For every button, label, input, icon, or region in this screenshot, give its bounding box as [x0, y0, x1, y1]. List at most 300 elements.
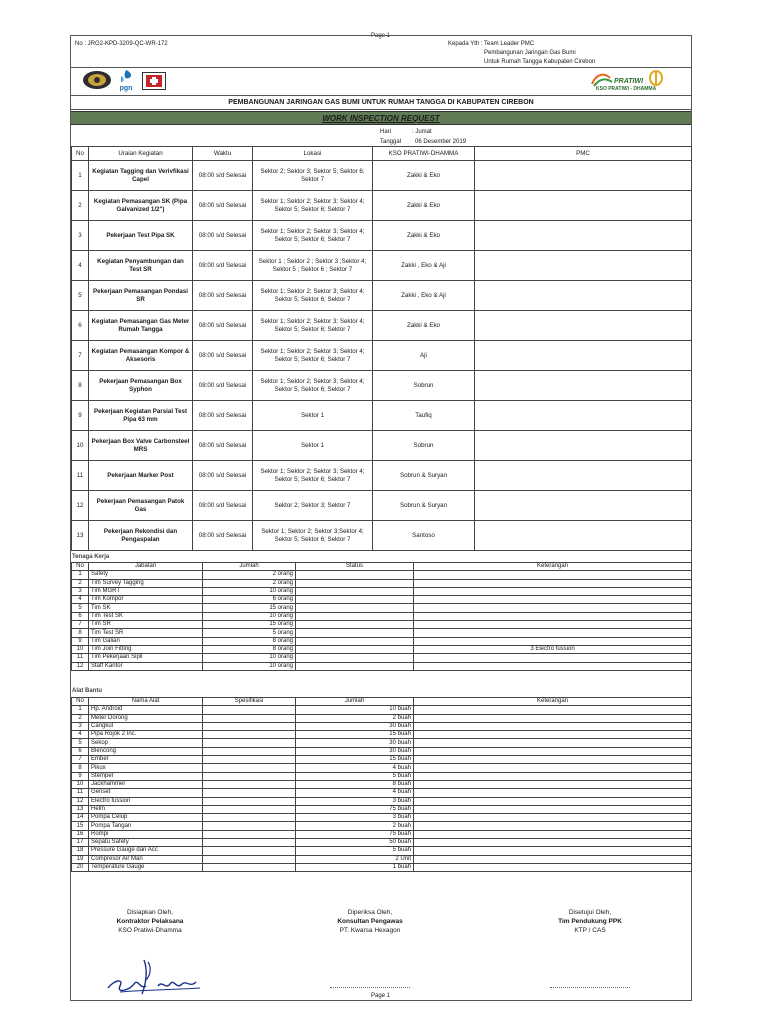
activity-no: 1	[72, 161, 89, 191]
wf-qty: 2 orang	[203, 571, 296, 579]
activity-no: 13	[72, 521, 89, 551]
tool-no: 10	[72, 780, 89, 788]
wf-note	[414, 662, 692, 670]
wf-role: Tim SK	[89, 604, 203, 612]
wf-no: 9	[72, 637, 89, 645]
tool-row	[72, 789, 692, 797]
sig-line-approver	[550, 987, 630, 988]
tool-note	[414, 847, 692, 855]
activity-location: Sektor 1; Sektor 2; Sektor 3; Sektor 4; Sektor 5; Sektor 6; Sektor 7	[253, 311, 373, 341]
tool-row	[72, 747, 692, 755]
signature-checker	[305, 908, 435, 935]
activity-pmc	[475, 191, 692, 221]
wf-note	[414, 579, 692, 587]
tool-no: 8	[72, 764, 89, 772]
tool-no: 12	[72, 797, 89, 805]
tool-qty: 3 buah	[296, 797, 414, 805]
handwritten-signature	[100, 950, 210, 1000]
wf-col-no: No	[72, 563, 89, 571]
wf-no: 7	[72, 621, 89, 629]
tool-no: 1	[72, 706, 89, 714]
tool-qty: 2 buah	[296, 822, 414, 830]
tool-no: 5	[72, 739, 89, 747]
activity-row	[72, 491, 692, 521]
tool-qty: 75 buah	[296, 830, 414, 838]
activity-task: Pekerjaan Marker Post	[89, 461, 193, 491]
tool-no: 19	[72, 855, 89, 863]
tool-no: 17	[72, 839, 89, 847]
tool-spec	[203, 863, 296, 871]
wf-no: 4	[72, 596, 89, 604]
activity-kso: Zakki & Eko	[373, 221, 475, 251]
activity-no: 12	[72, 491, 89, 521]
tool-row	[72, 772, 692, 780]
pgn-logo	[115, 68, 137, 92]
wf-status	[296, 604, 414, 612]
activity-kso: Zakki & Eko	[373, 311, 475, 341]
activity-pmc	[475, 431, 692, 461]
tool-spec	[203, 839, 296, 847]
tool-row	[72, 839, 692, 847]
activity-kso: Taufiq	[373, 401, 475, 431]
wf-status	[296, 621, 414, 629]
wf-status	[296, 579, 414, 587]
tool-no: 9	[72, 772, 89, 780]
workforce-header-row	[72, 563, 692, 571]
wf-qty: 10 orang	[203, 654, 296, 662]
tool-no: 16	[72, 830, 89, 838]
activity-kso: Santoso	[373, 521, 475, 551]
tool-no: 4	[72, 731, 89, 739]
wf-qty: 10 orang	[203, 587, 296, 595]
tool-spec	[203, 714, 296, 722]
wf-note	[414, 612, 692, 620]
activity-row	[72, 371, 692, 401]
tool-row	[72, 714, 692, 722]
tool-name: Genset	[89, 789, 203, 797]
tool-spec	[203, 780, 296, 788]
wf-no: 5	[72, 604, 89, 612]
activity-row	[72, 161, 692, 191]
header-divider	[71, 67, 691, 68]
tool-note	[414, 756, 692, 764]
activity-location: Sektor 1	[253, 401, 373, 431]
wf-note	[414, 571, 692, 579]
col-no: No	[72, 147, 89, 161]
tool-name: Jackhammer	[89, 780, 203, 788]
activity-location: Sektor 1 ; Sektor 2 ; Sektor 3 ;Sektor 4; Sektor 5 ; Sektor 6 ; Sektor 7	[253, 251, 373, 281]
wf-status	[296, 629, 414, 637]
tool-note	[414, 739, 692, 747]
activity-pmc	[475, 161, 692, 191]
tool-note	[414, 772, 692, 780]
date-value: 06 Desember 2019	[415, 139, 467, 145]
tool-row	[72, 731, 692, 739]
sig-approver-line1: Disetujui Oleh,	[568, 909, 612, 916]
tool-name: Pompa Celup	[89, 814, 203, 822]
tool-row	[72, 706, 692, 714]
signature-preparer	[85, 908, 215, 935]
tool-note	[414, 839, 692, 847]
wf-no: 12	[72, 662, 89, 670]
col-task: Uraian Kegiatan	[89, 147, 193, 161]
recipient-label: Kepada Yth :	[448, 41, 483, 47]
activity-kso: Sobrun	[373, 431, 475, 461]
tool-qty: 2 buah	[296, 714, 414, 722]
activity-task: Pekerjaan Pemasangan Patok Gas	[89, 491, 193, 521]
tool-row	[72, 797, 692, 805]
tl-col-qty: Jumlah	[296, 698, 414, 706]
wf-status	[296, 596, 414, 604]
wf-role: Tim Galian	[89, 637, 203, 645]
sig-preparer-line2: Kontraktor Pelaksana	[116, 918, 184, 925]
sig-line-checker	[330, 987, 410, 988]
tool-note	[414, 747, 692, 755]
tool-no: 15	[72, 822, 89, 830]
tool-qty: 50 buah	[296, 839, 414, 847]
activity-time: 08:00 s/d Selesai	[193, 521, 253, 551]
activity-task: Pekerjaan Box Valve Carbonsteel MRS	[89, 431, 193, 461]
tool-row	[72, 756, 692, 764]
tool-name: Cangkul	[89, 722, 203, 730]
recipient-line-2: Pembangunan Jaringan Gas Bumi	[484, 50, 576, 56]
tool-name: Pressure Gauge dan Acc	[89, 847, 203, 855]
tool-spec	[203, 855, 296, 863]
wf-role: Tim Test SR	[89, 629, 203, 637]
tool-spec	[203, 722, 296, 730]
workforce-row	[72, 654, 692, 662]
activity-location: Sektor 2; Sektor 3; Sektor 7	[253, 491, 373, 521]
activity-kso: Zakki & Eko	[373, 161, 475, 191]
wf-no: 6	[72, 612, 89, 620]
activity-task: Kegiatan Pemasangan SK (Pipa Galvanized 1/2")	[89, 191, 193, 221]
activity-time: 08:00 s/d Selesai	[193, 281, 253, 311]
tool-name: Ember	[89, 756, 203, 764]
activity-row	[72, 341, 692, 371]
document-number: No : JRG2-KPD-3209-QC-WR-172	[75, 41, 168, 47]
activity-no: 7	[72, 341, 89, 371]
activity-task: Pekerjaan Rekondisi dan Pengaspalan	[89, 521, 193, 551]
wf-qty: 10 orang	[203, 662, 296, 670]
tool-name: Compresor Air Man	[89, 855, 203, 863]
activity-kso: Zakki , Eko & Aji	[373, 251, 475, 281]
activity-task: Pekerjaan Pemasangan Box Syphon	[89, 371, 193, 401]
activity-row	[72, 401, 692, 431]
tool-name: Sepatu Safety	[89, 839, 203, 847]
tool-row	[72, 863, 692, 871]
tool-note	[414, 722, 692, 730]
activities-table	[71, 146, 692, 551]
tool-spec	[203, 797, 296, 805]
tool-row	[72, 722, 692, 730]
wf-no: 11	[72, 654, 89, 662]
tools-table	[71, 697, 692, 872]
wf-qty: 5 orang	[203, 629, 296, 637]
tool-name: Pikux	[89, 764, 203, 772]
activity-time: 08:00 s/d Selesai	[193, 371, 253, 401]
activity-row	[72, 461, 692, 491]
wf-note	[414, 587, 692, 595]
recipient-line-1: Team Leader PMC	[484, 41, 535, 47]
tool-spec	[203, 789, 296, 797]
activity-no: 6	[72, 311, 89, 341]
tool-note	[414, 830, 692, 838]
tool-spec	[203, 805, 296, 813]
tl-col-spec: Spesifikasi	[203, 698, 296, 706]
sig-checker-line1: Diperiksa Oleh,	[347, 909, 393, 916]
tool-note	[414, 797, 692, 805]
tool-name: Sekop	[89, 739, 203, 747]
tool-note	[414, 805, 692, 813]
wf-status	[296, 645, 414, 653]
wf-no: 1	[72, 571, 89, 579]
tool-no: 18	[72, 847, 89, 855]
project-title: PEMBANGUNAN JARINGAN GAS BUMI UNTUK RUMAH TANGGA DI KABUPATEN CIREBON	[228, 99, 534, 106]
wf-note: 3 Electro fussion	[414, 645, 692, 653]
activity-location: Sektor 1; Sektor 2; Sektor 3; Sektor 4; Sektor 5; Sektor 6; Sektor 7	[253, 371, 373, 401]
tool-row	[72, 805, 692, 813]
col-time: Waktu	[193, 147, 253, 161]
activity-pmc	[475, 491, 692, 521]
tool-no: 13	[72, 805, 89, 813]
tool-qty: 1 buah	[296, 863, 414, 871]
tool-row	[72, 822, 692, 830]
tool-qty: 30 buah	[296, 747, 414, 755]
dhamma-logo	[648, 69, 664, 87]
activity-pmc	[475, 281, 692, 311]
wf-role: Tim Pekerjaan Sipil	[89, 654, 203, 662]
tool-no: 20	[72, 863, 89, 871]
workforce-row	[72, 637, 692, 645]
activity-no: 8	[72, 371, 89, 401]
wf-qty: 6 orang	[203, 596, 296, 604]
activity-task: Kegiatan Tagging dan Verivfikasi Capel	[89, 161, 193, 191]
wf-qty: 8 orang	[203, 637, 296, 645]
activity-no: 10	[72, 431, 89, 461]
activity-task: Pekerjaan Kegiatan Parsial Test Pipa 63 mm	[89, 401, 193, 431]
tool-no: 2	[72, 714, 89, 722]
wf-no: 8	[72, 629, 89, 637]
wf-note	[414, 629, 692, 637]
activity-location: Sektor 1; Sektor 2; Sektor 3; Sektor 4; Sektor 5; Sektor 6; Sektor 7	[253, 461, 373, 491]
tool-qty: 5 buah	[296, 847, 414, 855]
workforce-row	[72, 587, 692, 595]
activity-location: Sektor 1; Sektor 2; Sektor 3; Sektor 4; Sektor 5; Sektor 6; Sektor 7	[253, 221, 373, 251]
activity-time: 08:00 s/d Selesai	[193, 251, 253, 281]
tool-note	[414, 764, 692, 772]
wf-note	[414, 637, 692, 645]
workforce-row	[72, 662, 692, 670]
activity-time: 08:00 s/d Selesai	[193, 191, 253, 221]
workforce-row	[72, 629, 692, 637]
activity-row	[72, 221, 692, 251]
logo-divider	[71, 95, 691, 96]
contractor-logo	[142, 72, 166, 90]
form-title: WORK INSPECTION REQUEST	[322, 114, 440, 123]
wf-role: Staff Kantor	[89, 662, 203, 670]
tool-note	[414, 814, 692, 822]
tools-header-row	[72, 698, 692, 706]
wf-role: Tim Test SK	[89, 612, 203, 620]
tool-no: 11	[72, 789, 89, 797]
project-divider	[71, 109, 691, 110]
wf-qty: 10 orang	[203, 612, 296, 620]
activity-time: 08:00 s/d Selesai	[193, 311, 253, 341]
tools-section-label: Alat Bantu	[72, 688, 102, 694]
tool-spec	[203, 822, 296, 830]
svg-text:PRATIWI: PRATIWI	[614, 78, 644, 85]
activity-time: 08:00 s/d Selesai	[193, 461, 253, 491]
workforce-row	[72, 579, 692, 587]
activity-no: 9	[72, 401, 89, 431]
tool-note	[414, 706, 692, 714]
tool-note	[414, 714, 692, 722]
activity-time: 08:00 s/d Selesai	[193, 431, 253, 461]
tool-row	[72, 764, 692, 772]
recipient-line-3: Untuk Rumah Tangga Kabupaten Cirebon	[484, 59, 596, 65]
tool-no: 6	[72, 747, 89, 755]
sig-checker-line3: PT. Kwarsa Hexagon	[339, 927, 401, 934]
tool-name: Helm	[89, 805, 203, 813]
activity-pmc	[475, 371, 692, 401]
tool-note	[414, 863, 692, 871]
tool-row	[72, 814, 692, 822]
activity-task: Kegiatan Pemasangan Gas Meter Rumah Tangga	[89, 311, 193, 341]
page-number-bottom: Page 1	[371, 993, 391, 999]
tool-spec	[203, 847, 296, 855]
tool-qty: 8 buah	[296, 780, 414, 788]
tl-col-no: No	[72, 698, 89, 706]
wf-role: Safety	[89, 571, 203, 579]
activity-task: Pekerjaan Test Pipa SK	[89, 221, 193, 251]
sig-checker-line2: Konsultan Pengawas	[337, 918, 403, 925]
tool-name: Blencong	[89, 747, 203, 755]
tool-name: Pipa Rojok 2 Inc.	[89, 731, 203, 739]
activity-no: 11	[72, 461, 89, 491]
day-label: Hari	[380, 129, 392, 135]
workforce-row	[72, 612, 692, 620]
activity-pmc	[475, 221, 692, 251]
workforce-row	[72, 645, 692, 653]
col-pmc: PMC	[475, 147, 692, 161]
workforce-row	[72, 621, 692, 629]
tool-spec	[203, 830, 296, 838]
activity-time: 08:00 s/d Selesai	[193, 221, 253, 251]
activity-no: 5	[72, 281, 89, 311]
workforce-row	[72, 604, 692, 612]
tool-qty: 15 buah	[296, 756, 414, 764]
tool-note	[414, 855, 692, 863]
wf-qty: 15 orang	[203, 604, 296, 612]
wf-note	[414, 621, 692, 629]
tool-spec	[203, 731, 296, 739]
wf-status	[296, 662, 414, 670]
sig-approver-line3: KTP / CAS	[574, 927, 606, 934]
activity-kso: Sobrun	[373, 371, 475, 401]
wf-status	[296, 654, 414, 662]
activity-pmc	[475, 341, 692, 371]
wf-qty: 8 orang	[203, 645, 296, 653]
activity-row	[72, 251, 692, 281]
wf-col-qty: Jumlah	[203, 563, 296, 571]
tool-name: Temperature Gauge	[89, 863, 203, 871]
wf-note	[414, 654, 692, 662]
tool-qty: 5 buah	[296, 772, 414, 780]
wf-role: Tim Survey Tagging	[89, 579, 203, 587]
tool-spec	[203, 772, 296, 780]
tool-name: Stemper	[89, 772, 203, 780]
wf-status	[296, 637, 414, 645]
tool-row	[72, 855, 692, 863]
workforce-section-label: Tenaga Kerja	[72, 554, 110, 560]
activity-no: 2	[72, 191, 89, 221]
wf-note	[414, 596, 692, 604]
wf-col-note: Keterangan	[414, 563, 692, 571]
activity-kso: Sobrun & Suryan	[373, 461, 475, 491]
tool-no: 3	[72, 722, 89, 730]
tool-no: 14	[72, 814, 89, 822]
tool-name: Rompi	[89, 830, 203, 838]
activity-kso: Zakki , Eko & Aji	[373, 281, 475, 311]
tool-name: Meter Dorong	[89, 714, 203, 722]
activity-task: Pekerjaan Pemasangan Pondasi SR	[89, 281, 193, 311]
col-location: Lokasi	[253, 147, 373, 161]
wf-col-status: Status	[296, 563, 414, 571]
activity-row	[72, 431, 692, 461]
tool-qty: 2 Unit	[296, 855, 414, 863]
activity-pmc	[475, 311, 692, 341]
form-title-bar	[71, 111, 691, 125]
tool-note	[414, 731, 692, 739]
activity-kso: Sobrun & Suryan	[373, 491, 475, 521]
tool-row	[72, 830, 692, 838]
workforce-table	[71, 562, 692, 671]
activity-location: Sektor 1; Sektor 2; Sektor 3; Sektor 4; Sektor 5; Sektor 6; Sektor 7	[253, 191, 373, 221]
activities-header-row	[72, 147, 692, 161]
activity-row	[72, 281, 692, 311]
activity-task: Kegiatan Penyambungan dan Test SR	[89, 251, 193, 281]
tool-name: Hp. Android	[89, 706, 203, 714]
sig-preparer-line3: KSO Pratiwi-Dhamma	[118, 927, 182, 934]
wf-no: 3	[72, 587, 89, 595]
tool-spec	[203, 739, 296, 747]
activity-location: Sektor 1; Sektor 2; Sektor 3; Sektor 4; Sektor 5; Sektor 6; Sektor 7	[253, 341, 373, 371]
svg-text:pgn: pgn	[119, 85, 133, 92]
wf-no: 2	[72, 579, 89, 587]
wf-role: Tim SR	[89, 621, 203, 629]
tool-row	[72, 847, 692, 855]
workforce-row	[72, 596, 692, 604]
tl-col-note: Keterangan	[414, 698, 692, 706]
wf-no: 10	[72, 645, 89, 653]
activity-location: Sektor 2; Sektor 3; Sektor 5; Sektor 6; Sektor 7	[253, 161, 373, 191]
activity-no: 4	[72, 251, 89, 281]
activity-kso: Aji	[373, 341, 475, 371]
tool-note	[414, 822, 692, 830]
sig-approver-line2: Tim Pendukung PPK	[558, 918, 622, 925]
activity-time: 08:00 s/d Selesai	[193, 161, 253, 191]
tool-name: Pompa Tangan	[89, 822, 203, 830]
tl-col-name: Nama Alat	[89, 698, 203, 706]
tool-qty: 30 buah	[296, 722, 414, 730]
day-value: : Jumat	[412, 129, 432, 135]
activity-pmc	[475, 461, 692, 491]
kso-brand-label: KSO PRATIWI - DHAMMA	[596, 86, 657, 92]
tool-qty: 10 buah	[296, 706, 414, 714]
activity-location: Sektor 1; Sektor 2; Sektor 3;Sektor 4; Sektor 5; Sektor 6; Sektor 7	[253, 521, 373, 551]
activity-task: Kegiatan Pemasangan Kompor & Aksesoris	[89, 341, 193, 371]
tool-qty: 75 buah	[296, 805, 414, 813]
